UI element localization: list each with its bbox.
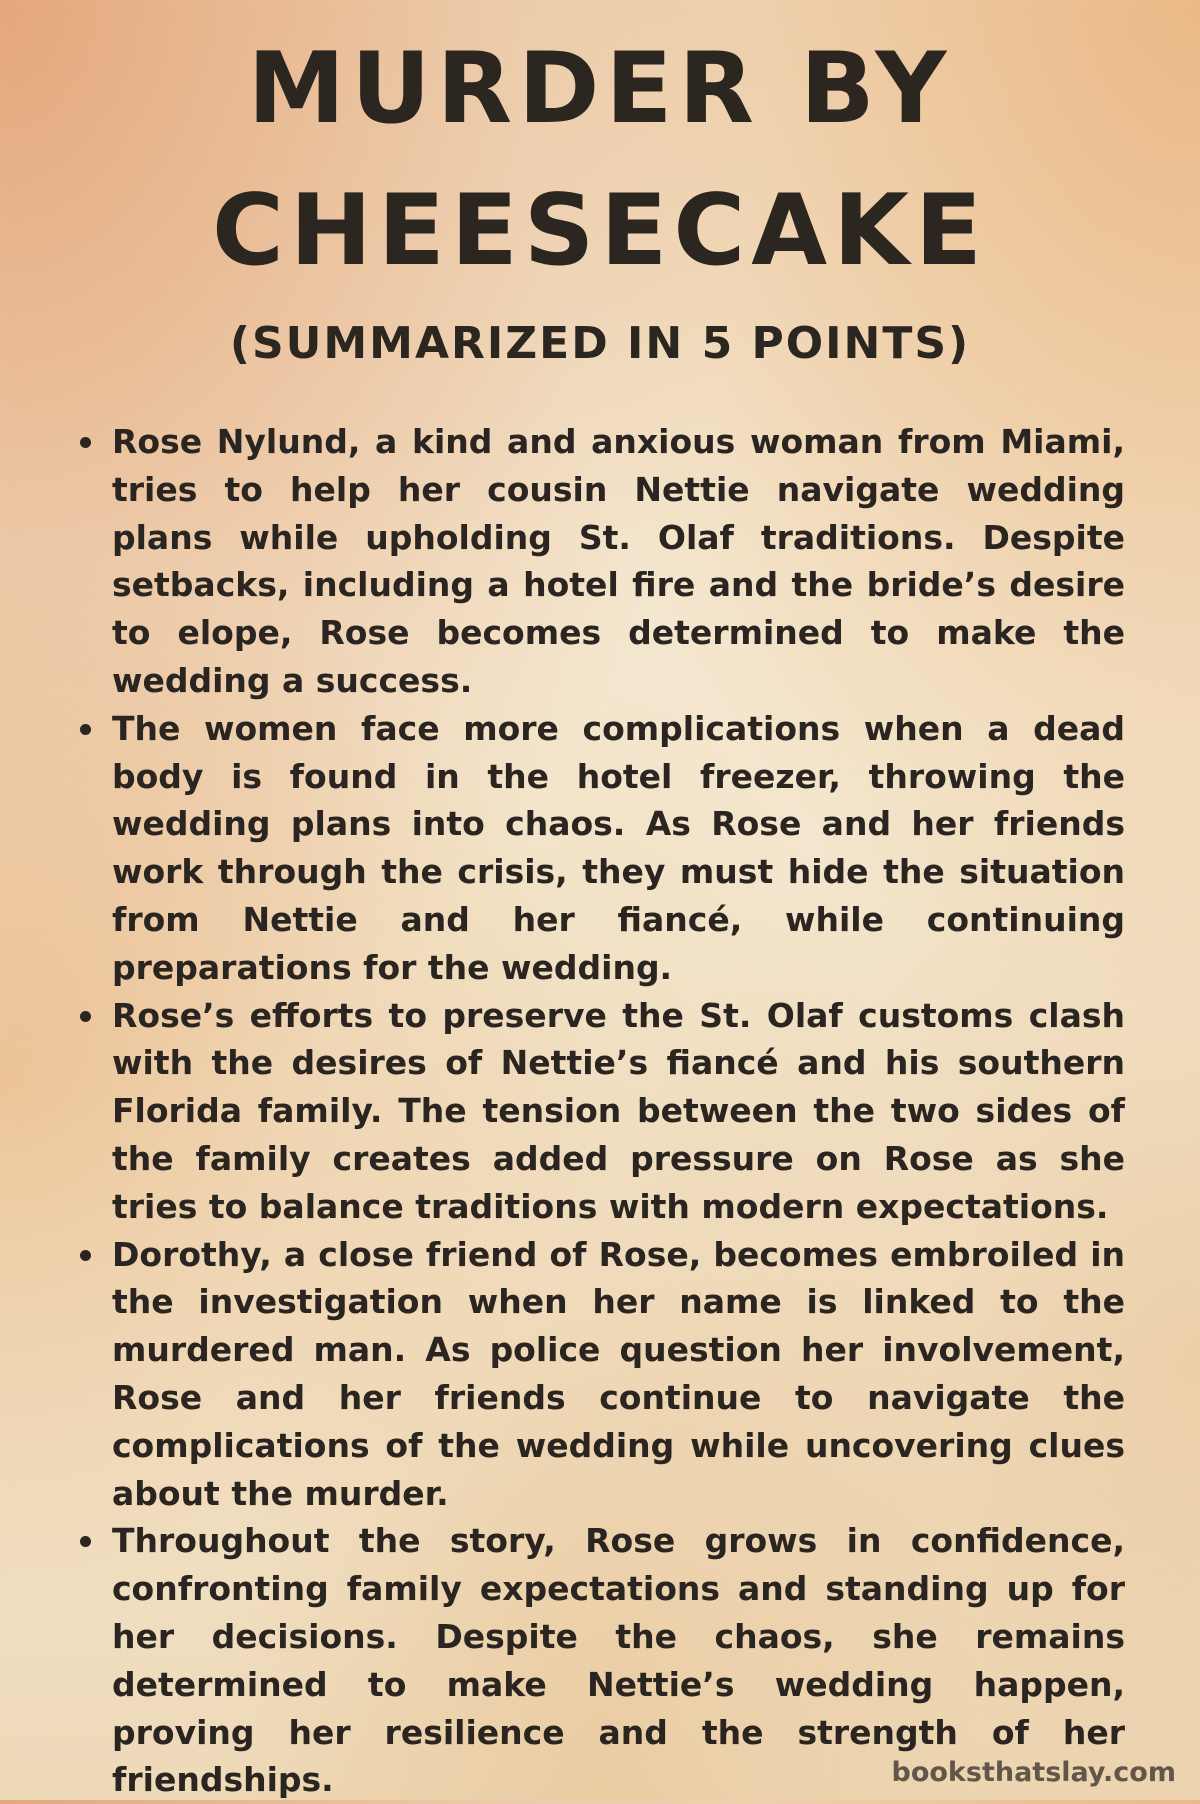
title-line-2: CHEESECAKE: [211, 174, 988, 288]
summary-point-3: [80, 992, 1125, 1231]
summary-point-2: [80, 705, 1125, 992]
bullet-icon: [80, 724, 91, 735]
summary-point-text: Rose Nylund, a kind and anxious woman from Miami, tries to help her cousin Nettie navigate wedding plans while upholding St. Olaf traditions. Despite setbacks, including a hotel fire and the bride’s desire to elope, Rose becomes determined to make the wedding a success.: [112, 422, 1125, 700]
summary-point-1: [80, 418, 1125, 705]
website-watermark: booksthatslay.com: [891, 1757, 1176, 1788]
summary-point-text: The women face more complications when a dead body is found in the hotel freezer, throwing the wedding plans into chaos. As Rose and her friends work through the crisis, they must hide the situation from Nettie and her fiancé, while continuing preparations for the wedding.: [112, 708, 1125, 987]
bullet-icon: [80, 437, 91, 448]
summary-point-text: Rose’s efforts to preserve the St. Olaf customs clash with the desires of Nettie’s fiancé and his southern Florida family. The tension between the two sides of the family creates added pressure on Rose as she tries to balance traditions with modern expectations.: [112, 995, 1125, 1226]
title-line-1: MURDER BY: [247, 32, 953, 146]
bullet-icon: [80, 1250, 91, 1261]
subtitle: (SUMMARIZED IN 5 POINTS): [229, 318, 971, 369]
summary-point-text: Throughout the story, Rose grows in confidence, confronting family expectations and standing up for her decisions. Despite the chaos, she remains determined to make Nettie’s wedding happen, proving her resilience and the strength of her friendships.: [112, 1521, 1125, 1800]
summary-point-text: Dorothy, a close friend of Rose, becomes embroiled in the investigation when her name is linked to the murdered man. As police question her involvement, Rose and her friends continue to navigate the complications of the wedding while uncovering clues about the murder.: [112, 1234, 1125, 1513]
summary-point-4: [80, 1231, 1125, 1518]
summary-points-list: [80, 418, 1125, 1804]
bullet-icon: [80, 1536, 91, 1547]
bullet-icon: [80, 1011, 91, 1022]
